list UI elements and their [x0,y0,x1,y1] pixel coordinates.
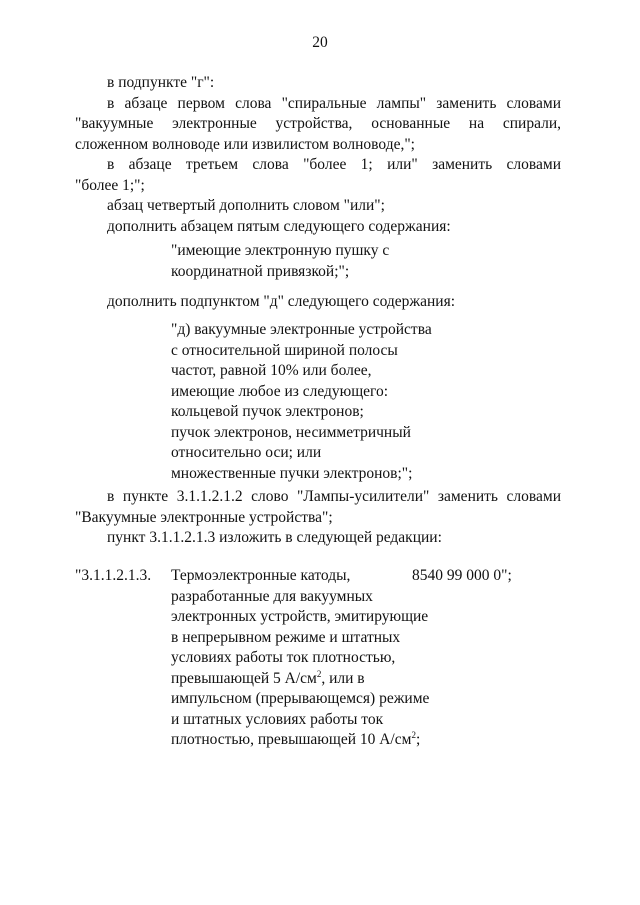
item-code: "3.1.1.2.1.3. [75,567,152,584]
superscript: 2 [316,668,322,679]
paragraph-continuation: "более 1;"; [75,176,145,194]
quote-line: множественные пучки электронов;"; [171,464,413,482]
paragraph-subitem-g-intro: в подпункте "г": [107,74,215,91]
quote-line: имеющие любое из следующего: [171,382,389,400]
quote-line: с относительной шириной полосы [171,341,398,359]
item-line: и штатных условиях работы ток [171,710,384,728]
item-line: импульсном (прерывающемся) режиме [171,690,430,707]
item-line: условиях работы ток плотностью, [171,649,396,666]
quote-line: кольцевой пучок электронов; [171,403,364,420]
superscript: 2 [411,729,416,740]
quote-line: частот, равной 10% или более, [171,362,372,379]
item-line: электронных устройств, эмитирующие [171,608,429,625]
paragraph-continuation: "Вакуумные электронные устройства"; [75,508,333,526]
item-line [171,669,451,690]
item-description [171,566,451,751]
quote-line: относительно оси; или [171,444,322,461]
paragraph-fourth-line: абзац четвертый дополнить словом "или"; [107,197,385,214]
item-line: в непрерывном режиме и штатных [171,628,401,646]
item-text: плотностью, превышающей 10 А/см [171,731,412,748]
paragraph-continuation: сложенном волноводе или извилистом волноводе,"; [75,135,415,153]
item-text: ; [415,731,421,748]
section-subitem-g [75,73,561,237]
quote-line: координатной привязкой;"; [171,262,350,280]
paragraph-add-subitem-d: дополнить подпунктом "д" следующего содержания: [107,293,456,310]
item-line: разработанные для вакуумных [171,587,373,605]
paragraph-item-213: пункт 3.1.1.2.1.3 изложить в следующей редакции: [107,529,442,546]
quote-line: "д) вакуумные электронные устройства [171,321,432,338]
quote-block-1 [171,241,501,282]
page-number: 20 [312,34,328,51]
paragraph-third-line: в абзаце третьем слова "более 1; или" заменить словами [107,156,561,173]
item-tariff-code: 8540 99 000 0"; [412,567,512,584]
quote-block-2 [171,320,501,484]
item-text: , или в [321,669,365,687]
item-text: превышающей 5 А/см [171,669,317,687]
item-line [171,730,451,751]
item-line: Термоэлектронные катоды, [171,567,351,584]
section-item-amendments [75,487,561,549]
paragraph-item-212: в пункте 3.1.1.2.1.2 слово "Лампы-усилители" заменить словами [107,488,561,505]
paragraph-continuation: "вакуумные электронные устройства, основанные на спирали, [75,115,561,132]
section-subitem-d [75,292,561,313]
paragraph-fifth-line: дополнить абзацем пятым следующего содержания: [107,217,451,235]
paragraph-first-line: в абзаце первом слова "спиральные лампы" заменить словами [107,94,561,112]
quote-line: пучок электронов, несимметричный [171,423,411,441]
quote-line: "имеющие электронную пушку с [171,242,390,259]
